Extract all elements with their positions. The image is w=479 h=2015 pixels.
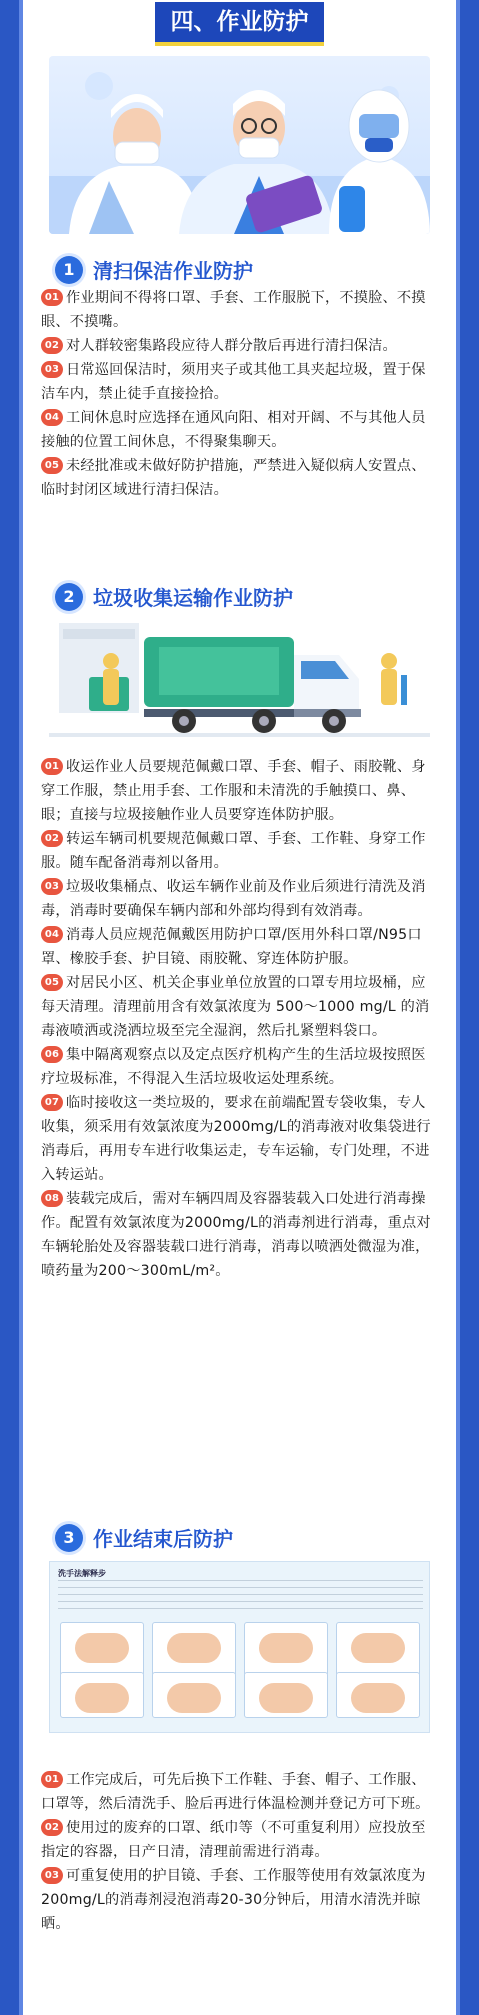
hand-icon <box>75 1683 129 1713</box>
item-number-badge: 05 <box>41 974 63 991</box>
item-text: 装载完成后，需对车辆四周及容器装载入口处进行消毒操作。配置有效氯浓度为2000mg/L的消毒剂进行消毒，重点对车辆轮胎处及容器装载口进行消毒，消毒以喷洒处微湿为准，喷药量为200～300mL/m²。 <box>41 1191 431 1279</box>
handwashing-steps-chart <box>49 1561 430 1733</box>
list-item <box>41 334 437 358</box>
item-number-badge: 02 <box>41 830 63 847</box>
item-number-badge: 04 <box>41 409 63 426</box>
handwash-step-6 <box>152 1672 236 1718</box>
section-1-list <box>41 286 437 502</box>
item-number-badge: 06 <box>41 1046 63 1063</box>
item-number-badge: 03 <box>41 361 63 378</box>
section-1-title: 清扫保洁作业防护 <box>93 259 253 283</box>
section-2-title: 垃圾收集运输作业防护 <box>93 586 293 610</box>
item-number-badge: 07 <box>41 1094 63 1111</box>
list-item <box>41 1091 437 1187</box>
garbage-truck-illustration <box>49 617 430 740</box>
section-3-list <box>41 1768 437 1936</box>
item-text: 可重复使用的护目镜、手套、工作服等使用有效氯浓度为200mg/L的消毒剂浸泡消毒20-30分钟后，用清水清洗并晾晒。 <box>41 1868 426 1932</box>
medical-workers-illustration <box>49 56 430 234</box>
list-item <box>41 875 437 923</box>
item-number-badge: 01 <box>41 758 63 775</box>
garbage-truck-icon <box>49 617 430 740</box>
hand-icon <box>259 1683 313 1713</box>
list-item <box>41 1816 437 1864</box>
list-item <box>41 286 437 334</box>
item-number-badge: 03 <box>41 1867 63 1884</box>
section-2-list <box>41 755 437 1283</box>
section-3-header <box>55 1523 233 1552</box>
section-2-header <box>55 582 293 611</box>
list-item <box>41 971 437 1043</box>
handwash-step-3 <box>244 1622 328 1676</box>
hand-icon <box>75 1633 129 1663</box>
handwash-description-lines <box>58 1580 423 1614</box>
list-item <box>41 755 437 827</box>
item-number-badge: 03 <box>41 878 63 895</box>
item-number-badge: 01 <box>41 289 63 306</box>
item-text: 工间休息时应选择在通风向阳、相对开阔、不与其他人员接触的位置工间休息，不得聚集聊天。 <box>41 410 426 450</box>
item-text: 日常巡回保洁时，须用夹子或其他工具夹起垃圾，置于保洁车内，禁止徒手直接捡拾。 <box>41 362 426 402</box>
item-text: 消毒人员应规范佩戴医用防护口罩/医用外科口罩/N95口罩、橡胶手套、护目镜、雨胶靴、穿连体防护服。 <box>41 927 422 967</box>
page-title: 四、作业防护 <box>155 2 324 46</box>
section-3-number: 3 <box>55 1524 83 1552</box>
section-3-title: 作业结束后防护 <box>93 1527 233 1551</box>
item-text: 集中隔离观察点以及定点医疗机构产生的生活垃圾按照医疗垃圾标准，不得混入生活垃圾收运处理系统。 <box>41 1047 426 1087</box>
item-text: 未经批准或未做好防护措施，严禁进入疑似病人安置点、临时封闭区域进行清扫保洁。 <box>41 458 426 498</box>
item-number-badge: 02 <box>41 337 63 354</box>
section-2-number: 2 <box>55 583 83 611</box>
item-number-badge: 04 <box>41 926 63 943</box>
medical-workers-icon <box>49 56 430 234</box>
hand-icon <box>351 1633 405 1663</box>
section-1-number: 1 <box>55 256 83 284</box>
list-item <box>41 923 437 971</box>
hand-icon <box>167 1683 221 1713</box>
list-item <box>41 1768 437 1816</box>
item-text: 收运作业人员要规范佩戴口罩、手套、帽子、雨胶靴、身穿工作服，禁止用手套、工作服和未清洗的手触摸口、鼻、眼；直接与垃圾接触作业人员要穿连体防护服。 <box>41 759 426 823</box>
handwash-step-2 <box>152 1622 236 1676</box>
section-1-header <box>55 255 253 284</box>
item-text: 对人群较密集路段应待人群分散后再进行清扫保洁。 <box>66 338 397 354</box>
handwash-step-7 <box>244 1672 328 1718</box>
item-number-badge: 02 <box>41 1819 63 1836</box>
handwash-step-8 <box>336 1672 420 1718</box>
item-number-badge: 05 <box>41 457 63 474</box>
hand-icon <box>167 1633 221 1663</box>
hand-icon <box>259 1633 313 1663</box>
item-text: 作业期间不得将口罩、手套、工作服脱下，不摸脸、不摸眼、不摸嘴。 <box>41 290 426 330</box>
list-item <box>41 358 437 406</box>
item-text: 对居民小区、机关企事业单位放置的口罩专用垃圾桶，应每天清理。清理前用含有效氯浓度为 500～1000 mg/L 的消毒液喷洒或浇洒垃圾至完全湿润，然后扎紧塑料袋口。 <box>41 975 430 1039</box>
list-item <box>41 406 437 454</box>
list-item <box>41 827 437 875</box>
item-number-badge: 08 <box>41 1190 63 1207</box>
item-text: 工作完成后，可先后换下工作鞋、手套、帽子、工作服、口罩等，然后清洗手、脸后再进行体温检测并登记方可下班。 <box>41 1772 430 1812</box>
item-text: 垃圾收集桶点、收运车辆作业前及作业后须进行清洗及消毒，消毒时要确保车辆内部和外部均得到有效消毒。 <box>41 879 426 919</box>
item-text: 转运车辆司机要规范佩戴口罩、手套、工作鞋、身穿工作服。随车配备消毒剂以备用。 <box>41 831 426 871</box>
handwash-heading: 洗手法解释步 <box>58 1569 106 1578</box>
handwash-step-5 <box>60 1672 144 1718</box>
list-item <box>41 1187 437 1283</box>
list-item <box>41 454 437 502</box>
item-text: 使用过的废弃的口罩、纸巾等（不可重复利用）应投放至指定的容器，日产日清，清理前需进行消毒。 <box>41 1820 426 1860</box>
list-item <box>41 1043 437 1091</box>
list-item <box>41 1864 437 1936</box>
item-text: 临时接收这一类垃圾的，要求在前端配置专袋收集，专人收集，须采用有效氯浓度为2000mg/L的消毒液对收集袋进行消毒后，再用专车进行收集运走，专车运输，专门处理，不进入转运站。 <box>41 1095 431 1183</box>
hand-icon <box>351 1683 405 1713</box>
item-number-badge: 01 <box>41 1771 63 1788</box>
handwash-step-4 <box>336 1622 420 1676</box>
handwash-step-1 <box>60 1622 144 1676</box>
